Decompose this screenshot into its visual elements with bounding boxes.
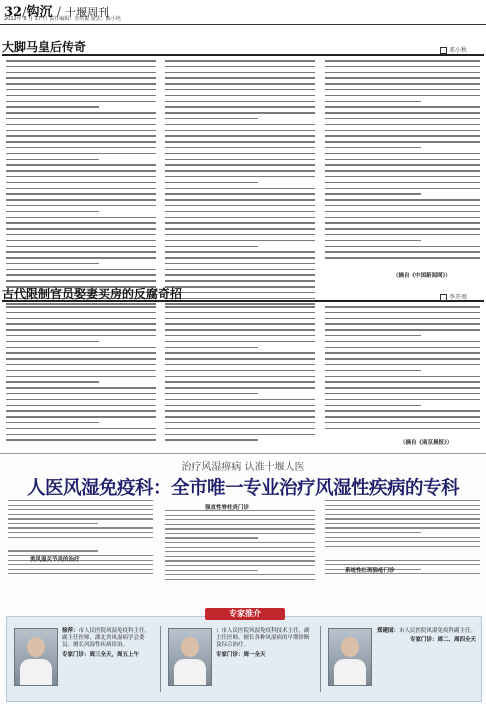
byline-square-icon: [440, 294, 447, 301]
text-line: [6, 393, 156, 395]
text-line: [325, 505, 480, 506]
text-line: [6, 124, 156, 126]
text-line: [325, 211, 480, 213]
text-line: [165, 439, 258, 441]
text-line: [165, 393, 258, 395]
text-line: [165, 399, 315, 401]
text-line: [6, 347, 156, 349]
text-line: [165, 329, 315, 331]
text-line: [325, 370, 421, 372]
text-line: [165, 228, 315, 230]
text-line: [165, 89, 315, 91]
text-line: [8, 564, 153, 565]
text-line: [325, 193, 421, 195]
text-line: [6, 101, 156, 103]
article1-source: （摘自《中国新闻网》）: [393, 273, 451, 279]
text-line: [325, 393, 480, 395]
text-line: [165, 251, 315, 253]
text-line: [6, 312, 156, 314]
text-line: [325, 118, 480, 120]
text-line: [165, 153, 315, 155]
text-line: [325, 101, 421, 103]
text-line: [6, 410, 156, 412]
text-line: [6, 89, 156, 91]
text-line: [165, 95, 315, 97]
supplement-name: 十堰周刊: [65, 6, 110, 19]
text-line: [6, 222, 156, 224]
text-line: [8, 550, 98, 551]
text-line: [6, 228, 156, 230]
expert-divider: [160, 626, 161, 692]
expert-photo-2: [168, 628, 212, 686]
text-line: [325, 130, 480, 132]
text-line: [325, 135, 480, 137]
expert-schedule-1: 专家门诊：周三全天，周五上午: [62, 651, 140, 658]
text-line: [165, 416, 315, 418]
text-line: [165, 188, 315, 190]
text-line: [325, 532, 421, 533]
text-line: [165, 533, 315, 534]
text-line: [325, 555, 480, 556]
text-line: [165, 182, 258, 184]
ad-subtitle: 治疗风湿痹病 认准十堰人医: [181, 462, 305, 473]
text-line: [8, 518, 153, 519]
text-line: [165, 101, 315, 103]
ad-column-title-3: 系统性红斑狼疮门诊: [345, 568, 395, 574]
text-line: [325, 205, 480, 207]
text-line: [165, 560, 315, 561]
text-line: [6, 182, 156, 184]
text-line: [6, 147, 156, 149]
article2-source: （摘自《南京晨报》）: [400, 440, 453, 446]
expert-card-2: [216, 628, 314, 659]
text-line: [8, 537, 153, 538]
text-line: [165, 574, 315, 575]
text-line: [325, 106, 480, 108]
expert-desc-1: 市人民医院风湿免疫科主任，副主任医师，湖北省风湿病学会委员。擅长风湿性疾病诊治。: [62, 628, 151, 649]
text-line: [6, 422, 99, 424]
text-line: [165, 234, 315, 236]
text-line: [8, 523, 98, 524]
text-line: [165, 124, 315, 126]
expert-divider: [320, 626, 321, 692]
text-line: [325, 240, 421, 242]
expert-schedule-3: 专家门诊：周二、周四全天: [409, 637, 476, 644]
text-line: [165, 303, 315, 305]
text-line: [6, 280, 156, 282]
text-line: [165, 147, 315, 149]
text-line: [165, 112, 315, 114]
text-line: [6, 141, 156, 143]
text-line: [165, 347, 258, 349]
ad-column-2: [165, 510, 315, 604]
text-line: [6, 335, 156, 337]
text-line: [6, 246, 156, 248]
text-line: [325, 141, 480, 143]
text-line: [325, 341, 480, 343]
text-line: [325, 251, 480, 253]
text-line: [6, 306, 156, 308]
text-line: [325, 376, 480, 378]
text-line: [325, 518, 480, 519]
text-line: [6, 83, 156, 85]
text-line: [325, 83, 480, 85]
article1-column-1: [6, 60, 156, 310]
text-line: [6, 341, 99, 343]
text-line: [165, 519, 315, 520]
text-line: [325, 318, 480, 320]
text-line: [6, 381, 99, 383]
text-line: [325, 153, 480, 155]
text-line: [8, 509, 153, 510]
text-line: [165, 570, 258, 571]
text-line: [165, 387, 315, 389]
text-line: [165, 341, 315, 343]
text-line: [325, 199, 480, 201]
text-line: [325, 381, 480, 383]
text-line: [8, 546, 153, 547]
expert-section-title: 专家推介: [205, 608, 285, 620]
text-line: [325, 228, 480, 230]
expert-desc-3: 市人民医院风湿免疫科副主任。: [398, 628, 476, 634]
article1-column-2: [165, 60, 315, 310]
text-line: [165, 381, 315, 383]
text-line: [325, 364, 480, 366]
article2-title: 古代限制官员娶妻买房的反腐奇招: [2, 287, 183, 301]
byline-square-icon: [440, 47, 447, 54]
text-line: [8, 527, 153, 528]
date-line: 2012年 8 月 17 日 责任编辑：李洪俊 版式：陈小艳: [4, 16, 121, 22]
article1-byline: 邓小秋: [440, 45, 467, 54]
text-line: [325, 77, 480, 79]
text-line: [325, 347, 480, 349]
text-line: [325, 329, 480, 331]
text-line: [6, 135, 156, 137]
text-line: [325, 399, 480, 401]
text-line: [165, 246, 258, 248]
text-line: [325, 66, 480, 68]
text-line: [6, 358, 156, 360]
text-line: [165, 579, 315, 580]
expert-name-2: ：: [216, 628, 222, 634]
text-line: [165, 263, 315, 265]
text-line: [165, 217, 315, 219]
text-line: [165, 565, 315, 566]
page-number: 32: [4, 5, 23, 20]
text-line: [165, 547, 315, 548]
expert-card-1: [62, 628, 154, 659]
text-line: [325, 352, 480, 354]
text-line: [165, 269, 315, 271]
text-line: [165, 364, 315, 366]
text-line: [6, 72, 156, 74]
text-line: [6, 434, 156, 436]
text-line: [325, 405, 421, 407]
text-line: [325, 176, 480, 178]
text-line: [325, 410, 480, 412]
ad-column-3: [325, 500, 480, 604]
expert-photo-1: [14, 628, 58, 686]
text-line: [6, 130, 156, 132]
text-line: [325, 550, 480, 551]
text-line: [325, 257, 480, 259]
page-masthead: 32/钩沉 / 十堰周刊: [4, 5, 110, 20]
text-line: [165, 335, 315, 337]
text-line: [325, 306, 480, 308]
text-line: [325, 416, 480, 418]
text-line: [325, 164, 480, 166]
text-line: [325, 147, 421, 149]
text-line: [165, 66, 315, 68]
expert-schedule-2: 专家门诊：周一全天: [216, 651, 266, 658]
text-line: [325, 546, 480, 547]
text-line: [6, 170, 156, 172]
text-line: [165, 164, 315, 166]
text-line: [325, 60, 480, 62]
text-line: [325, 246, 480, 248]
text-line: [165, 358, 315, 360]
expert-desc-2: 市人民医院风湿免疫科技术主任，副主任医师。擅长各种风湿病的早期诊断及综合治疗。: [216, 628, 310, 649]
text-line: [6, 352, 156, 354]
text-line: [165, 118, 258, 120]
text-line: [6, 193, 156, 195]
text-line: [6, 428, 156, 430]
text-line: [325, 72, 480, 74]
text-line: [6, 387, 156, 389]
text-line: [325, 312, 480, 314]
text-line: [165, 199, 315, 201]
text-line: [165, 135, 315, 137]
text-line: [325, 170, 480, 172]
text-line: [6, 416, 156, 418]
text-line: [165, 77, 315, 79]
text-line: [6, 159, 99, 161]
text-line: [165, 323, 315, 325]
text-line: [165, 159, 315, 161]
article1-column-3: [325, 60, 480, 265]
text-line: [325, 159, 480, 161]
text-line: [165, 410, 315, 412]
text-line: [6, 217, 156, 219]
text-line: [6, 303, 156, 305]
text-line: [6, 112, 156, 114]
text-line: [6, 205, 156, 207]
text-line: [165, 211, 315, 213]
text-line: [325, 523, 480, 524]
text-line: [325, 541, 480, 542]
text-line: [165, 176, 315, 178]
text-line: [6, 399, 156, 401]
text-line: [165, 542, 315, 543]
text-line: [165, 205, 315, 207]
text-line: [6, 199, 156, 201]
text-line: [6, 234, 156, 236]
text-line: [6, 251, 156, 253]
text-line: [6, 106, 99, 108]
text-line: [8, 569, 153, 570]
text-line: [165, 193, 315, 195]
text-line: [325, 124, 480, 126]
expert-name-3: 郑建国：: [376, 628, 399, 634]
text-line: [8, 514, 153, 515]
article2-column-3: [325, 306, 480, 436]
text-line: [6, 77, 156, 79]
text-line: [6, 211, 99, 213]
text-line: [6, 240, 156, 242]
text-line: [325, 509, 480, 510]
text-line: [165, 306, 315, 308]
text-line: [165, 428, 315, 430]
text-line: [6, 405, 156, 407]
text-line: [6, 269, 156, 271]
article2-column-2: [165, 306, 315, 446]
text-line: [6, 176, 156, 178]
text-line: [325, 527, 480, 528]
text-line: [325, 500, 480, 501]
text-line: [165, 240, 315, 242]
text-line: [6, 263, 99, 265]
text-line: [6, 257, 156, 259]
text-line: [325, 222, 480, 224]
text-line: [325, 537, 480, 538]
expert-photo-3: [328, 628, 372, 686]
text-line: [165, 370, 315, 372]
text-line: [325, 95, 480, 97]
text-line: [165, 524, 315, 525]
text-line: [8, 505, 153, 506]
text-line: [325, 358, 480, 360]
text-line: [325, 234, 480, 236]
text-line: [165, 170, 315, 172]
publication-name: 钩沉: [26, 5, 53, 20]
text-line: [165, 422, 315, 424]
text-line: [6, 95, 156, 97]
text-line: [165, 434, 315, 436]
text-line: [165, 257, 315, 259]
text-line: [325, 323, 480, 325]
text-line: [6, 274, 156, 276]
text-line: [325, 335, 421, 337]
text-line: [6, 318, 156, 320]
ad-title: 人医风湿免疫科：全市唯一专业治疗风湿性疾病的专科: [26, 478, 459, 499]
text-line: [325, 217, 480, 219]
text-line: [165, 537, 258, 538]
ad-column-title-1: 类风湿关节炎的治疗: [30, 557, 80, 563]
text-line: [325, 514, 480, 515]
text-line: [6, 153, 156, 155]
text-line: [165, 83, 315, 85]
text-line: [165, 274, 315, 276]
text-line: [165, 528, 315, 529]
text-line: [325, 112, 480, 114]
text-line: [165, 515, 315, 516]
text-line: [8, 500, 153, 501]
text-line: [325, 387, 480, 389]
text-line: [6, 329, 156, 331]
text-line: [6, 60, 156, 62]
ad-column-title-2: 强直性脊柱炎门诊: [205, 505, 250, 511]
text-line: [165, 130, 315, 132]
text-line: [165, 352, 315, 354]
text-line: [325, 89, 480, 91]
article2-column-1: [6, 306, 156, 446]
text-line: [325, 422, 480, 424]
text-line: [165, 551, 315, 552]
ad-column-1: [8, 500, 153, 604]
text-line: [6, 188, 156, 190]
text-line: [325, 428, 480, 430]
text-line: [165, 72, 315, 74]
article1-title: 大脚马皇后传奇: [2, 40, 87, 54]
text-line: [6, 323, 156, 325]
text-line: [8, 573, 153, 574]
text-line: [165, 222, 315, 224]
text-line: [165, 318, 315, 320]
text-line: [6, 439, 156, 441]
text-line: [325, 182, 480, 184]
text-line: [6, 66, 156, 68]
text-line: [165, 106, 315, 108]
text-line: [8, 541, 153, 542]
text-line: [165, 556, 315, 557]
text-line: [165, 141, 315, 143]
text-line: [6, 164, 156, 166]
text-line: [6, 376, 156, 378]
article2-byline: 李开周: [440, 292, 467, 301]
text-line: [6, 370, 156, 372]
text-line: [6, 364, 156, 366]
text-line: [8, 532, 153, 533]
expert-name-1: 徐萍：: [62, 628, 79, 634]
text-line: [165, 280, 315, 282]
text-line: [6, 118, 156, 120]
text-line: [165, 405, 315, 407]
text-line: [325, 560, 480, 561]
text-line: [165, 376, 315, 378]
text-line: [165, 312, 315, 314]
expert-card-3: [376, 628, 476, 644]
text-line: [165, 60, 315, 62]
text-line: [325, 188, 480, 190]
